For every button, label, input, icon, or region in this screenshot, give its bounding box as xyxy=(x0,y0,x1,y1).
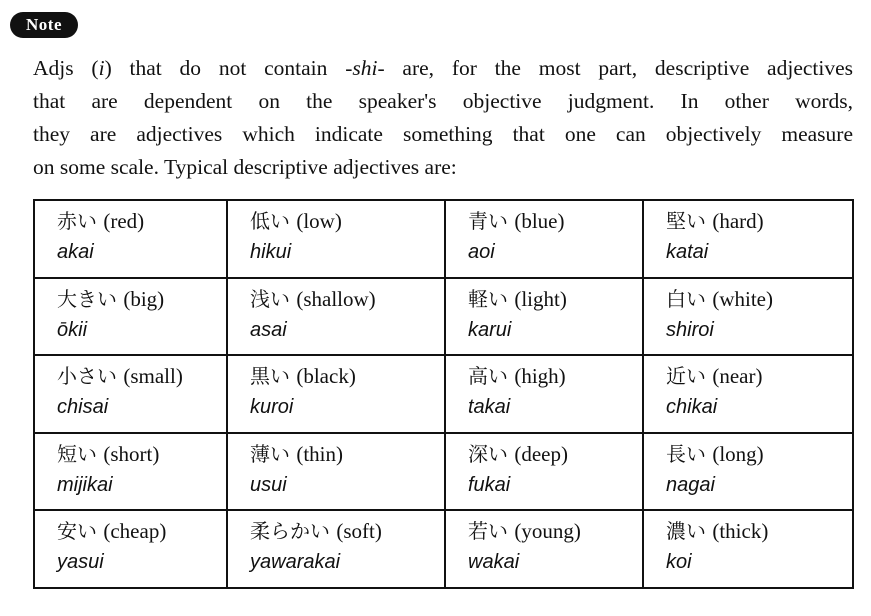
adjective-cell xyxy=(445,200,643,278)
table-row xyxy=(34,510,853,588)
adjective-japanese xyxy=(250,285,444,313)
adjective-gloss: (light) xyxy=(514,286,567,311)
adjective-romaji: yasui xyxy=(57,551,104,574)
adjective-romaji: katai xyxy=(666,241,709,263)
adjective-cell xyxy=(34,510,227,588)
adjective-romaji: shiroi xyxy=(666,318,714,341)
note-paragraph xyxy=(33,52,853,184)
adjective-gloss: (deep) xyxy=(514,441,568,466)
adjective-cell xyxy=(227,355,445,433)
adjective-cell xyxy=(445,278,643,356)
adjective-kanji: 若い xyxy=(468,519,508,544)
note-badge xyxy=(10,12,78,38)
table-row xyxy=(34,433,853,511)
adjective-romaji: ōkii xyxy=(57,318,88,341)
adjective-gloss: (thick) xyxy=(712,519,769,544)
adjective-kanji: 深い xyxy=(468,441,508,466)
adjective-cell xyxy=(34,278,227,356)
adjective-romaji: karui xyxy=(468,318,512,341)
table-row xyxy=(34,355,853,433)
adjective-romaji: chisai xyxy=(57,396,109,419)
adjective-kanji: 大きい xyxy=(57,286,117,311)
adjective-japanese xyxy=(250,362,444,390)
adjective-japanese xyxy=(250,440,444,468)
adjective-japanese xyxy=(468,517,642,545)
adjective-cell xyxy=(643,510,853,588)
adjective-gloss: (small) xyxy=(123,364,183,389)
adjective-cell xyxy=(227,278,445,356)
paragraph-line-4: on some scale. Typical descriptive adjectives are: xyxy=(33,155,457,179)
adjective-kanji: 浅い xyxy=(250,286,290,311)
adjective-cell xyxy=(643,433,853,511)
adjective-japanese xyxy=(666,440,852,468)
adjective-romaji: nagai xyxy=(666,473,715,496)
adjective-gloss: (cheap) xyxy=(103,519,167,544)
adjective-gloss: (blue) xyxy=(514,209,565,233)
adjective-romaji: yawarakai xyxy=(250,551,341,574)
adjective-romaji: takai xyxy=(468,396,511,419)
adjective-romaji: fukai xyxy=(468,473,511,496)
adjective-kanji: 堅い xyxy=(666,209,706,233)
adjective-cell xyxy=(34,200,227,278)
italic-i: i xyxy=(98,56,105,80)
adjective-cell xyxy=(643,278,853,356)
adjective-gloss: (hard) xyxy=(712,209,764,233)
adjective-japanese xyxy=(666,362,852,390)
italic-shi: -shi- xyxy=(345,56,385,80)
table-row xyxy=(34,200,853,278)
adjective-gloss: (black) xyxy=(296,364,356,389)
adjective-romaji: wakai xyxy=(468,551,520,574)
adjective-japanese xyxy=(468,362,642,390)
adjective-japanese xyxy=(250,207,444,235)
adjective-gloss: (young) xyxy=(514,519,581,544)
adjective-gloss: (red) xyxy=(103,209,145,233)
adjective-gloss: (low) xyxy=(296,209,342,233)
adjective-romaji: chikai xyxy=(666,396,718,419)
adjective-japanese xyxy=(666,517,852,545)
adjective-romaji: kuroi xyxy=(250,396,294,419)
adjective-gloss: (thin) xyxy=(296,441,344,466)
adjective-japanese xyxy=(666,285,852,313)
adjective-romaji: hikui xyxy=(250,241,292,263)
adjective-japanese xyxy=(468,207,642,235)
adjective-kanji: 短い xyxy=(57,441,97,466)
adjective-romaji: koi xyxy=(666,551,692,574)
adjective-cell xyxy=(34,355,227,433)
text-segment: Adjs ( xyxy=(33,56,99,80)
adjective-romaji: mijikai xyxy=(57,473,113,496)
adjective-cell xyxy=(227,510,445,588)
adjective-kanji: 薄い xyxy=(250,441,290,466)
adjective-cell xyxy=(227,200,445,278)
adjective-kanji: 軽い xyxy=(468,286,508,311)
adjective-cell xyxy=(445,355,643,433)
adjective-gloss: (shallow) xyxy=(296,286,376,311)
adjective-kanji: 小さい xyxy=(57,364,117,389)
paragraph-line-3: they are adjectives which indicate something that one can objectively measure xyxy=(33,122,853,146)
adjective-japanese xyxy=(57,285,226,313)
adjective-cell xyxy=(227,433,445,511)
adjective-romaji: asai xyxy=(250,318,287,341)
adjective-gloss: (big) xyxy=(123,286,165,311)
adjective-gloss: (soft) xyxy=(336,519,382,544)
adjective-cell xyxy=(445,510,643,588)
adjective-gloss: (high) xyxy=(514,364,566,389)
adjective-cell xyxy=(643,355,853,433)
adjective-kanji: 濃い xyxy=(666,519,706,544)
paragraph-line-1 xyxy=(33,52,853,85)
adjective-cell xyxy=(34,433,227,511)
adjective-kanji: 高い xyxy=(468,364,508,389)
adjective-kanji: 低い xyxy=(250,209,290,233)
adjective-kanji: 柔らかい xyxy=(250,519,330,544)
adjective-kanji: 青い xyxy=(468,209,508,233)
adjective-gloss: (short) xyxy=(103,441,160,466)
adjective-japanese xyxy=(468,285,642,313)
adjective-kanji: 白い xyxy=(666,286,706,311)
adjective-cell xyxy=(643,200,853,278)
adjective-romaji: akai xyxy=(57,241,94,263)
adjective-japanese xyxy=(57,362,226,390)
adjective-japanese xyxy=(250,517,444,545)
adjective-gloss: (white) xyxy=(712,286,774,311)
adjective-kanji: 安い xyxy=(57,519,97,544)
adjective-kanji: 近い xyxy=(666,364,706,389)
adjective-romaji: aoi xyxy=(468,241,495,263)
paragraph-line-2: that are dependent on the speaker's objective judgment. In other words, xyxy=(33,89,853,113)
adjective-romaji: usui xyxy=(250,473,287,496)
table-row xyxy=(34,278,853,356)
adjective-gloss: (near) xyxy=(712,364,763,389)
adjective-kanji: 黒い xyxy=(250,364,290,389)
adjective-japanese xyxy=(57,207,226,235)
adjective-japanese xyxy=(57,517,226,545)
text-segment: ) that do not contain xyxy=(104,56,346,80)
adjective-kanji: 長い xyxy=(666,441,706,466)
adjective-japanese xyxy=(666,207,852,235)
text-segment: are, for the most part, descriptive adjectives xyxy=(384,56,854,80)
adjectives-table-body xyxy=(34,200,853,588)
adjective-cell xyxy=(445,433,643,511)
adjectives-table xyxy=(33,199,854,589)
adjective-gloss: (long) xyxy=(712,441,764,466)
note-label: Note xyxy=(26,15,62,34)
adjective-japanese xyxy=(57,440,226,468)
adjective-japanese xyxy=(468,440,642,468)
adjective-kanji: 赤い xyxy=(57,209,97,233)
